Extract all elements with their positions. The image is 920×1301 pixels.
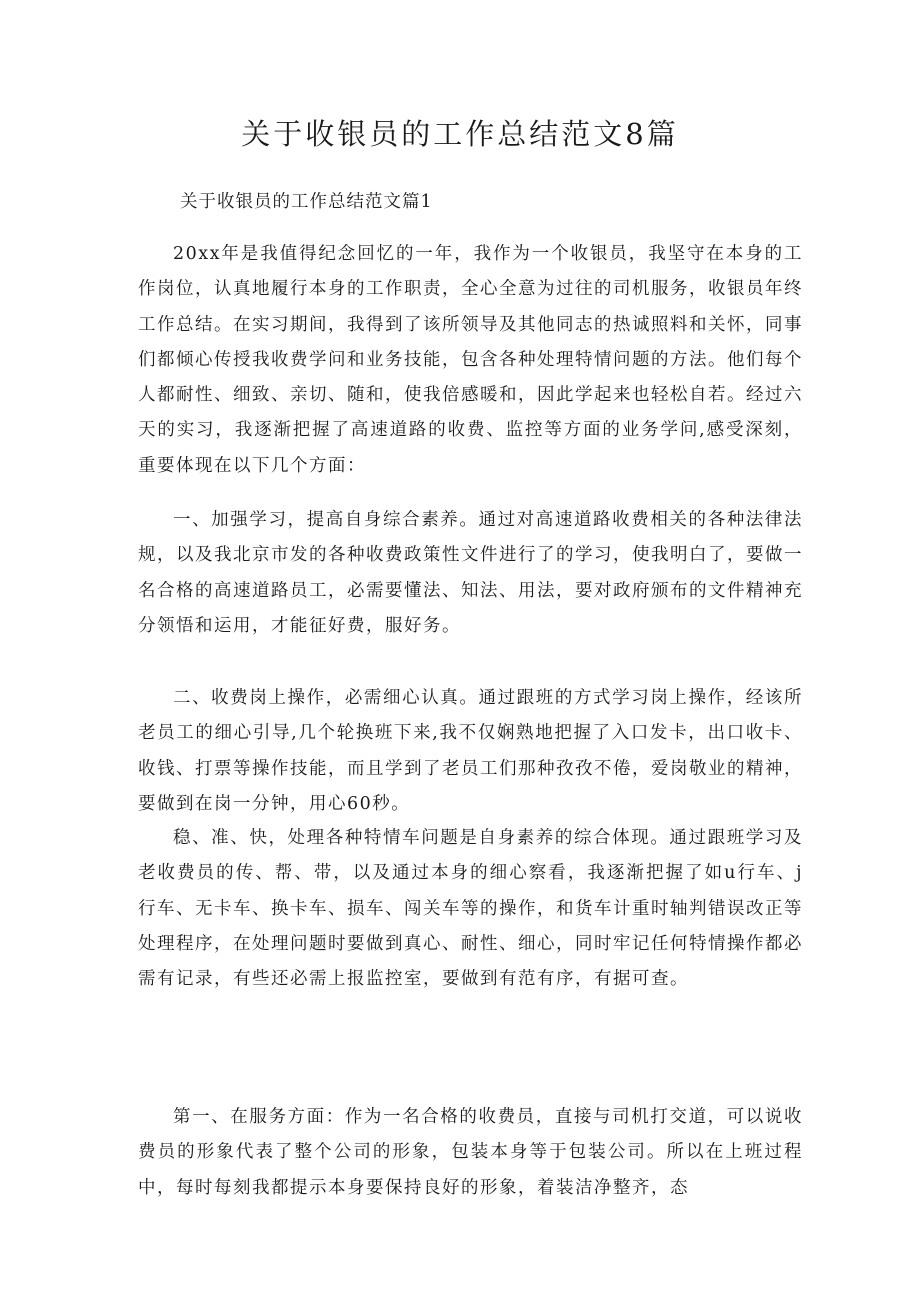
paragraph-3: 二、收费岗上操作，必需细心认真。通过跟班的方式学习岗上操作，经该所老员工的细心引导,几个轮换班下来,我不仅娴熟地把握了入口发卡，出口收卡、收钱、打票等操作技能，而且学到了老员工们那种孜孜不倦，爱岗敬业的精神，要做到在岗一分钟，用心60秒。 [138,688,803,814]
section-heading: 关于收银员的工作总结范文篇1 [180,192,433,212]
paragraph-1: 20xx年是我值得纪念回忆的一年，我作为一个收银员，我坚守在本身的工作岗位，认真地履行本身的工作职责，全心全意为过往的司机服务，收银员年终工作总结。在实习期间，我得到了该所领导及其他同志的热诚照料和关怀，同事们都倾心传授我收费学问和业务技能，包含各种处理特情问题的方法。他们每个人都耐性、细致、亲切、随和，使我倍感暖和，因此学起来也轻松自若。经过六天的实习，我逐渐把握了高速道路的收费、监控等方面的业务学问,感受深刻，重要体现在以下几个方面： [138,244,803,476]
paragraph-5: 第一、在服务方面：作为一名合格的收费员，直接与司机打交道，可以说收费员的形象代表了整个公司的形象，包装本身等于包装公司。所以在上班过程中，每时每刻我都提示本身要保持良好的形象，着装洁净整齐，态 [138,1107,803,1198]
document-title: 关于收银员的工作总结范文8篇 [241,117,679,151]
paragraph-2: 一、加强学习，提高自身综合素养。通过对高速道路收费相关的各种法律法规，以及我北京市发的各种收费政策性文件进行了的学习，使我明白了，要做一名合格的高速道路员工，必需要懂法、知法、用法，要对政府颁布的文件精神充分领悟和运用，才能征好费，服好务。 [138,510,803,636]
paragraph-4: 稳、准、快，处理各种特情车问题是自身素养的综合体现。通过跟班学习及老收费员的传、帮、带，以及通过本身的细心察看，我逐渐把握了如u行车、j行车、无卡车、换卡车、损车、闯关车等的操作，和货车计重时轴判错误改正等处理程序，在处理问题时要做到真心、耐性、细心，同时牢记任何特情操作都必需有记录，有些还必需上报监控室，要做到有范有序，有据可查。 [138,828,803,990]
